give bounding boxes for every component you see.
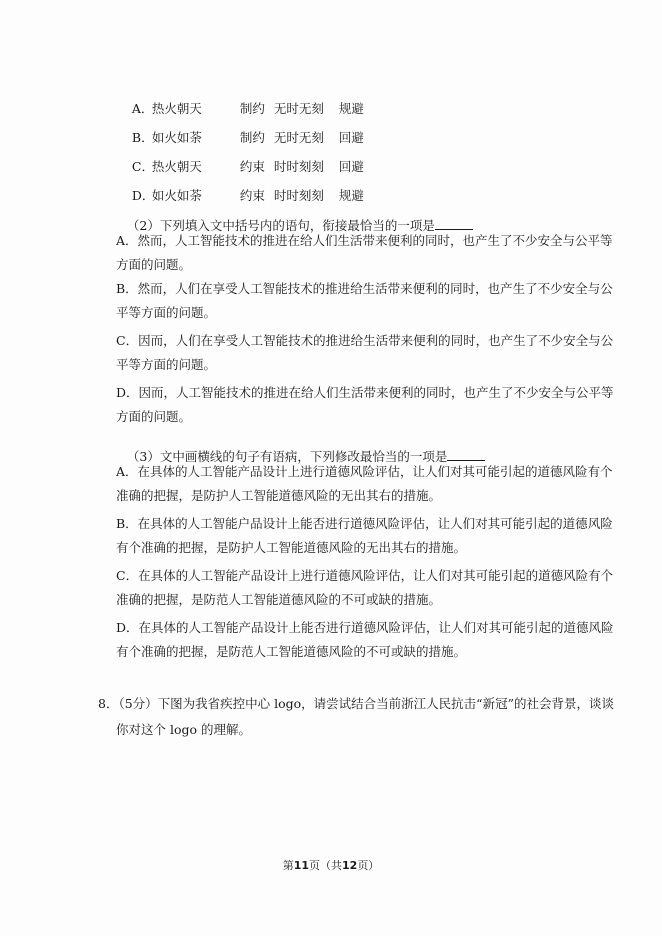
q8-prompt-line2: 你对这个 logo 的理解。 [116, 722, 251, 737]
option-word-1: 热火朝天 [151, 158, 202, 174]
option-word-3: 时时刻刻 [273, 187, 324, 203]
option-word-4: 规避 [338, 187, 364, 203]
footer-suffix: 页） [357, 859, 380, 872]
q3-option-b-line1: B．在具体的人工智能户品设计上能否进行道德风险评估，让人们对其可能引起的道德风险 [116, 516, 613, 531]
q3-option-c-line1: C．在具体的人工智能产品设计上进行道德风险评估，让人们对其可能引起的道德风险有个 [116, 568, 614, 583]
option-word-3: 无时无刻 [273, 129, 324, 145]
footer-total-pages: 12 [342, 859, 358, 872]
q3-option-c-line2: 准确的把握，是防范人工智能道德风险的不可或缺的措施。 [116, 592, 442, 607]
q2-option-b-line2: 平等方面的问题。 [116, 305, 217, 320]
q3-option-d-line2: 有个准确的把握，是防范人工智能道德风险的不可或缺的措施。 [116, 644, 467, 659]
q2-option-c-line2: 平等方面的问题。 [116, 357, 217, 372]
q2-option-a-line2: 方面的问题。 [116, 257, 192, 272]
option-label: A． [131, 100, 154, 116]
option-word-1: 如火如荼 [151, 187, 202, 203]
option-word-2: 制约 [239, 100, 265, 116]
q3-option-b-line2: 有个准确的把握，是防护人工智能道德风险的无出其右的措施。 [116, 540, 467, 555]
q2-option-d-line1: D．因而，人工智能技术的推进在给人们生活带来便利的同时，也产生了不少安全与公平等 [116, 385, 614, 400]
question-text: （3）文中画横线的句子有语病，下列修改最恰当的一项是 [126, 448, 448, 464]
q8-prompt-line1: 8．（5分）下图为我省疾控中心 logo，请尝试结合当前浙江人民抗击“新冠”的社会背景，谈谈 [98, 696, 614, 711]
answer-blank [435, 219, 473, 230]
option-word-4: 规避 [338, 100, 364, 116]
page-footer [0, 857, 662, 873]
option-word-3: 无时无刻 [273, 100, 324, 116]
footer-middle: 页（共 [309, 859, 342, 872]
option-word-2: 制约 [239, 129, 265, 145]
q3-option-d-line1: D．在具体的人工智能产品设计上能否进行道德风险评估，让人们对其可能引起的道德风险 [116, 620, 614, 635]
option-word-1: 如火如荼 [151, 129, 202, 145]
option-word-2: 约束 [239, 187, 265, 203]
q2-option-d-line2: 方面的问题。 [116, 409, 192, 424]
q3-option-a-line1: A．在具体的人工智能产品设计上进行道德风险评估，让人们对其可能引起的道德风险有个 [116, 464, 613, 479]
option-label: D． [131, 187, 155, 203]
option-label: C． [131, 158, 154, 174]
q3-option-a-line2: 准确的把握，是防护人工智能道德风险的无出其右的措施。 [116, 488, 442, 503]
option-word-2: 约束 [239, 158, 265, 174]
option-word-1: 热火朝天 [151, 100, 202, 116]
option-word-3: 时时刻刻 [273, 158, 324, 174]
option-label: B． [131, 129, 154, 145]
q2-option-b-line1: B．然而，人们在享受人工智能技术的推进给生活带来便利的同时，也产生了不少安全与公 [116, 281, 613, 296]
answer-blank [447, 450, 485, 461]
option-word-4: 回避 [338, 129, 364, 145]
question-text: （2）下列填入文中括号内的语句，衔接最恰当的一项是 [126, 217, 435, 233]
q2-option-a-line1: A．然而，人工智能技术的推进在给人们生活带来便利的同时，也产生了不少安全与公平等 [116, 233, 613, 248]
footer-page-number: 11 [293, 859, 309, 872]
option-word-4: 回避 [338, 158, 364, 174]
footer-prefix: 第 [282, 859, 294, 872]
q2-option-c-line1: C．因而，人们在享受人工智能技术的推进给生活带来便利的同时，也产生了不少安全与公 [116, 333, 614, 348]
